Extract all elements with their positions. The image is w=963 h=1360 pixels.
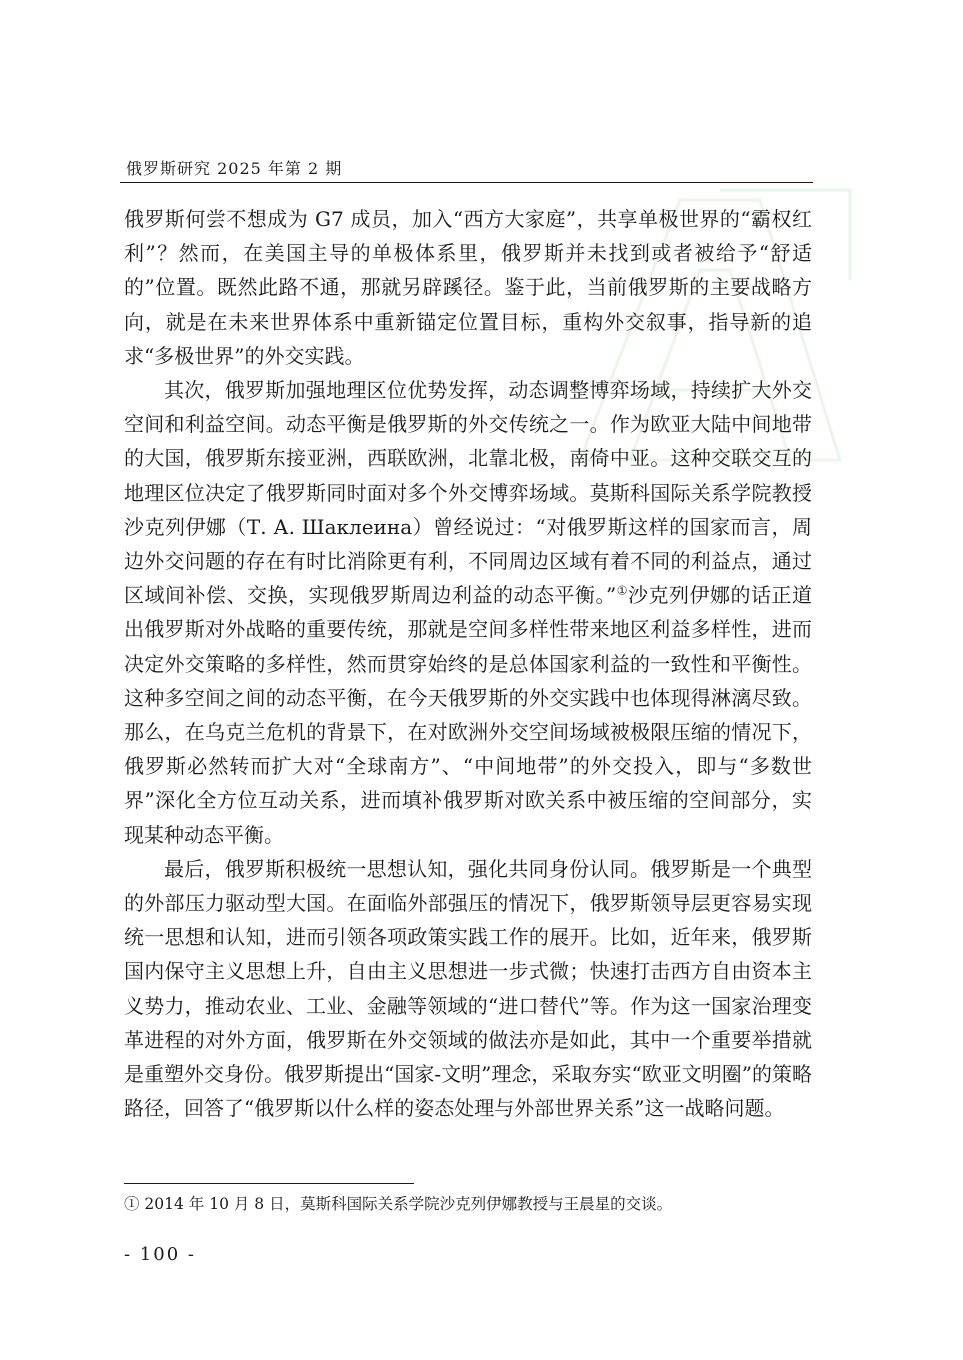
header-rule — [120, 182, 813, 183]
running-header: 俄罗斯研究 2025 年第 2 期 — [126, 159, 343, 178]
footnote-1: ① 2014 年 10 月 8 日，莫斯科国际关系学院沙克列伊娜教授与王晨星的交谈。 — [124, 1195, 673, 1213]
paragraph-2 — [124, 373, 812, 852]
footnote-marker[interactable]: ① — [616, 583, 628, 598]
page-number: - 100 - — [124, 1244, 196, 1265]
paragraph-1: 俄罗斯何尝不想成为 G7 成员，加入“西方大家庭”，共享单极世界的“霸权红利”？然而，在美国主导的单极体系里，俄罗斯并未找到或者被给予“舒适的”位置。既然此路不通，那就另辟蹊径。鉴于此，当前俄罗斯的主要战略方向，就是在未来世界体系中重新锚定位置目标，重构外交叙事，指导新的追求“多极世界”的外交实践。 — [124, 207, 812, 368]
body-text — [124, 202, 812, 1125]
paragraph-3: 最后，俄罗斯积极统一思想认知，强化共同身份认同。俄罗斯是一个典型的外部压力驱动型大国。在面临外部强压的情况下，俄罗斯领导层更容易实现统一思想和认知，进而引领各项政策实践工作的展开。比如，近年来，俄罗斯国内保守主义思想上升，自由主义思想进一步式微；快速打击西方自由资本主义势力，推动农业、工业、金融等领域的“进口替代”等。作为这一国家治理变革进程的对外方面，俄罗斯在外交领域的做法亦是如此，其中一个重要举措就是重塑外交身份。俄罗斯提出“国家-文明”理念，采取夯实“欧亚文明圈”的策略路径，回答了“俄罗斯以什么样的姿态处理与外部世界关系”这一战略问题。 — [124, 856, 812, 1121]
paragraph-2-text: 其次，俄罗斯加强地理区位优势发挥，动态调整博弈场域，持续扩大外交空间和利益空间。动态平衡是俄罗斯的外交传统之一。作为欧亚大陆中间地带的大国，俄罗斯东接亚洲，西联欧洲，北靠北极，南倚中亚。这种交联交互的地理区位决定了俄罗斯同时面对多个外交博弈场域。莫斯科国际关系学院教授沙克列伊娜（Т. А. Шаклеина）曾经说过：“对俄罗斯这样的国家而言，周边外交问题的存在有时比消除更有利，不同周边区域有着不同的利益点，通过区域间补偿、交换，实现俄罗斯周边利益的动态平衡。” — [124, 378, 812, 608]
paragraph-2-continuation: 沙克列伊娜的话正道出俄罗斯对外战略的重要传统，那就是空间多样性带来地区利益多样性，进而决定外交策略的多样性，然而贯穿始终的是总体国家利益的一致性和平衡性。这种多空间之间的动态平衡，在今天俄罗斯的外交实践中也体现得淋漓尽致。那么，在乌克兰危机的背景下，在对欧洲外交空间场域被极限压缩的情况下，俄罗斯必然转而扩大对“全球南方”、“中间地带”的外交投入，即与“多数世界”深化全方位互动关系，进而填补俄罗斯对欧关系中被压缩的空间部分，实现某种动态平衡。 — [124, 583, 812, 847]
footnote-rule — [124, 1183, 414, 1184]
